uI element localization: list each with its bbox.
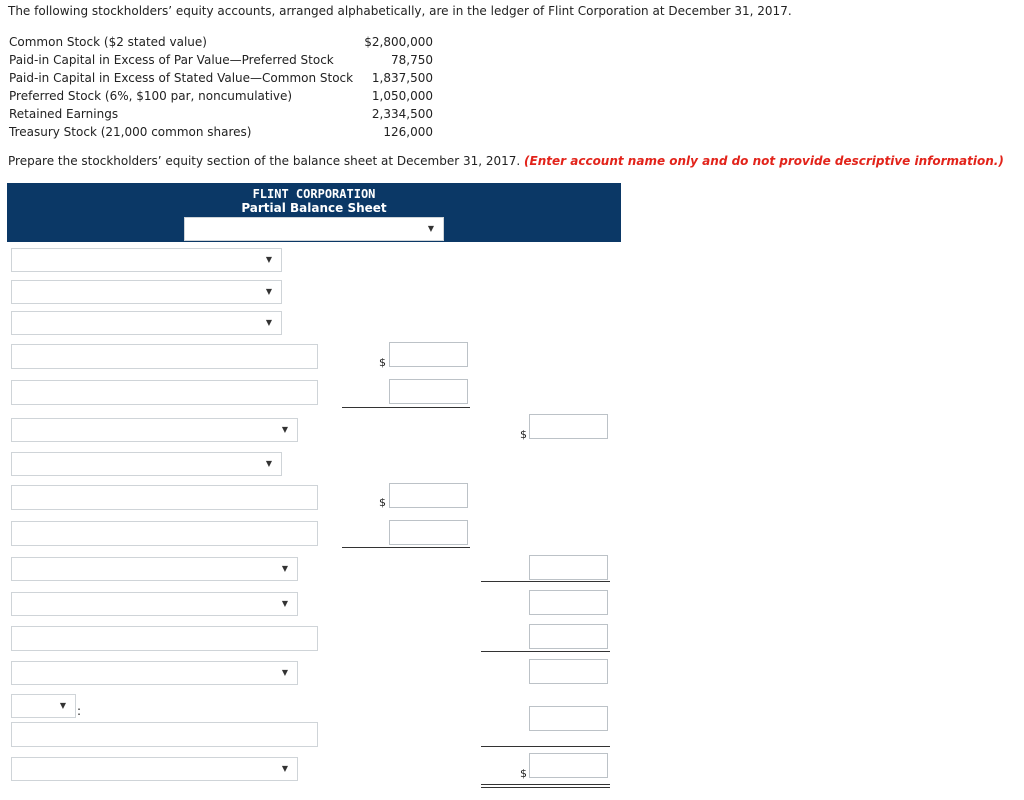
ledger-account-name: Retained Earnings	[9, 107, 119, 121]
subtotal-rule	[342, 547, 470, 548]
subtotal-rule	[481, 746, 610, 747]
subtotal-rule	[481, 581, 610, 582]
ledger-account-name: Paid-in Capital in Excess of Stated Value—Common Stock	[9, 71, 354, 85]
account-name-input[interactable]	[11, 380, 318, 405]
instructions-note: (Enter account name only and do not provide descriptive information.)	[524, 154, 1004, 168]
statement-title: Partial Balance Sheet	[241, 201, 387, 215]
total-double-rule	[481, 784, 610, 785]
dollar-sign: $	[379, 356, 386, 369]
colon-label: :	[77, 704, 82, 718]
date-select[interactable]	[184, 217, 444, 241]
account-name-input[interactable]	[11, 521, 318, 546]
ledger-account-name: Preferred Stock (6%, $100 par, noncumulative)	[9, 89, 293, 103]
total-amount-input[interactable]	[529, 753, 608, 778]
account-select[interactable]	[11, 418, 298, 442]
amount-input[interactable]	[389, 342, 468, 367]
ledger-account-value: 1,050,000	[371, 89, 433, 103]
account-name-input[interactable]	[11, 722, 318, 747]
amount-input[interactable]	[389, 483, 468, 508]
account-select[interactable]	[11, 592, 298, 616]
ledger-account-name: Paid-in Capital in Excess of Par Value—Preferred Stock	[9, 53, 334, 67]
account-name-input[interactable]	[11, 344, 318, 369]
ledger-account-value: 2,334,500	[371, 107, 433, 121]
amount-input[interactable]	[389, 379, 468, 404]
instructions-text: Prepare the stockholders’ equity section of the balance sheet at December 31, 2017.	[8, 154, 521, 168]
ledger-account-value: $2,800,000	[364, 35, 433, 49]
account-select[interactable]	[11, 248, 282, 272]
account-select[interactable]	[11, 557, 298, 581]
intro-text: The following stockholders’ equity accounts, arranged alphabetically, are in the ledger of Flint Corporation at December 31, 2017.	[8, 4, 792, 18]
amount-input[interactable]	[529, 414, 608, 439]
subtotal-rule	[481, 651, 610, 652]
amount-input[interactable]	[529, 555, 608, 580]
account-select[interactable]	[11, 661, 298, 685]
total-double-rule	[481, 787, 610, 788]
ledger-account-value: 78,750	[391, 53, 433, 67]
ledger-account-value: 1,837,500	[371, 71, 433, 85]
account-name-input[interactable]	[11, 485, 318, 510]
account-select[interactable]	[11, 452, 282, 476]
dollar-sign: $	[520, 767, 527, 780]
amount-input[interactable]	[529, 659, 608, 684]
dollar-sign: $	[379, 496, 386, 509]
account-name-input[interactable]	[11, 626, 318, 651]
amount-input[interactable]	[389, 520, 468, 545]
ledger-account-name: Common Stock ($2 stated value)	[9, 35, 207, 49]
ledger-account-name: Treasury Stock (21,000 common shares)	[9, 125, 252, 139]
less-select[interactable]	[11, 694, 76, 718]
dollar-sign: $	[520, 428, 527, 441]
account-select[interactable]	[11, 280, 282, 304]
ledger-account-value: 126,000	[383, 125, 433, 139]
subtotal-rule	[342, 407, 470, 408]
instructions	[8, 154, 1004, 168]
amount-input[interactable]	[529, 590, 608, 615]
amount-input[interactable]	[529, 706, 608, 731]
company-name: FLINT CORPORATION	[252, 187, 376, 201]
account-select[interactable]	[11, 311, 282, 335]
amount-input[interactable]	[529, 624, 608, 649]
account-select[interactable]	[11, 757, 298, 781]
